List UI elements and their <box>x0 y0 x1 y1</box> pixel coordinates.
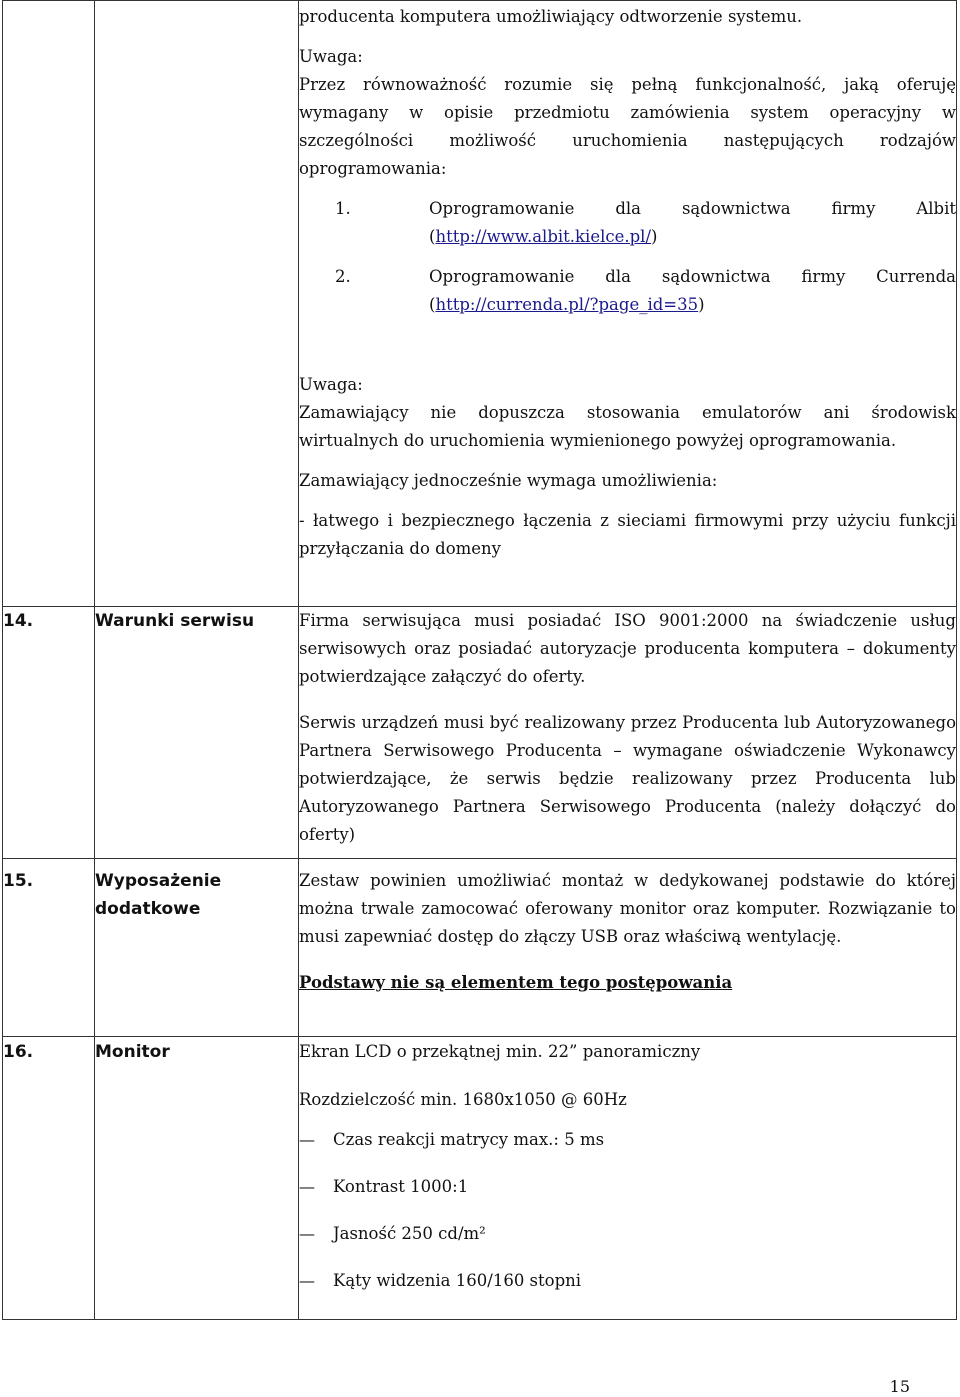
row-label: Wyposażenie dodatkowe <box>95 859 299 1037</box>
requirement-item: - łatwego i bezpiecznego łączenia z sieciami firmowymi przy użyciu funkcji przyłączania do domeny <box>299 511 956 558</box>
list-item-text: Oprogramowanie dla sądownictwa firmy Currenda <box>429 267 956 286</box>
list-item-text: Oprogramowanie dla sądownictwa firmy Albit <box>429 199 956 218</box>
accessory-note: Podstawy nie są elementem tego postępowania <box>299 973 733 992</box>
table-row-16 <box>3 1037 957 1320</box>
row-number: 14. <box>3 607 95 859</box>
dash-bullet: — <box>299 1270 315 1290</box>
monitor-screen: Ekran LCD o przekątnej min. 22” panoramiczny <box>299 1042 701 1061</box>
note-text-2: Zamawiający nie dopuszcza stosowania emulatorów ani środowisk wirtualnych do uruchomienia wymienionego powyżej oprogramowania. <box>299 403 956 450</box>
row-label: Monitor <box>95 1037 299 1320</box>
albit-link[interactable]: http://www.albit.kielce.pl/ <box>435 227 652 246</box>
requirement-intro: Zamawiający jednocześnie wymaga umożliwienia: <box>299 471 718 490</box>
paren-close: ) <box>698 295 705 314</box>
content-cell <box>299 859 957 1037</box>
row-label: Warunki serwisu <box>95 607 299 859</box>
list-item <box>299 263 956 319</box>
list-item <box>299 195 956 251</box>
paren-close: ) <box>651 227 658 246</box>
note-heading-2: Uwaga: <box>299 375 363 394</box>
content-cell <box>299 1037 957 1320</box>
software-list <box>299 195 956 319</box>
specification-table <box>2 0 957 1320</box>
table-row-continuation <box>3 1 957 607</box>
page-number: 15 <box>889 1377 910 1396</box>
list-item: — Czas reakcji matrycy max.: 5 ms <box>299 1116 956 1163</box>
service-paragraph-2: Serwis urządzeń musi być realizowany przez Producenta lub Autoryzowanego Partnera Serwisowego Producenta – wymagane oświadczenie Wykonawcy potwierdzające, że serwis będzie realizowany przez Producenta lub Autoryzowanego Partnera Serwisowego Producenta (należy dołączyć do oferty) <box>299 713 956 844</box>
list-number: 2. <box>335 267 351 286</box>
note-heading: Uwaga: <box>299 47 363 66</box>
monitor-resolution: Rozdzielczość min. 1680x1050 @ 60Hz <box>299 1090 627 1109</box>
num-cell-empty <box>3 1 95 607</box>
accessory-paragraph: Zestaw powinien umożliwiać montaż w dedykowanej podstawie do której można trwale zamocować oferowany monitor oraz komputer. Rozwiązanie to musi zapewniać dostęp do złączy USB oraz właściwą wentylację. <box>299 871 956 946</box>
paren-open: ( <box>429 227 436 246</box>
content-cell <box>299 607 957 859</box>
row-number: 15. <box>3 859 95 1037</box>
content-cell <box>299 1 957 607</box>
note-text: Przez równoważność rozumie się pełną funkcjonalność, jaką oferuję wymagany w opisie przedmiotu zamówienia system operacyjny w szczególności możliwość uruchomienia następujących rodzajów oprogramowania: <box>299 75 956 178</box>
dash-bullet: — <box>299 1223 315 1243</box>
monitor-spec-list <box>299 1116 956 1304</box>
label-cell-empty <box>95 1 299 607</box>
list-item: — Jasność 250 cd/m² <box>299 1210 956 1257</box>
table-row-15 <box>3 859 957 1037</box>
row-number: 16. <box>3 1037 95 1320</box>
list-item: — Kąty widzenia 160/160 stopni <box>299 1257 956 1304</box>
continuation-text: producenta komputera umożliwiający odtworzenie systemu. <box>299 7 803 26</box>
currenda-link[interactable]: http://currenda.pl/?page_id=35 <box>435 295 699 314</box>
list-number: 1. <box>335 199 351 218</box>
list-item: — Kontrast 1000:1 <box>299 1163 956 1210</box>
dash-bullet: — <box>299 1176 315 1196</box>
paren-open: ( <box>429 295 436 314</box>
table-row-14 <box>3 607 957 859</box>
service-paragraph-1: Firma serwisująca musi posiadać ISO 9001:2000 na świadczenie usług serwisowych oraz posiadać autoryzacje producenta komputera – dokumenty potwierdzające załączyć do oferty. <box>299 611 956 686</box>
dash-bullet: — <box>299 1129 315 1149</box>
